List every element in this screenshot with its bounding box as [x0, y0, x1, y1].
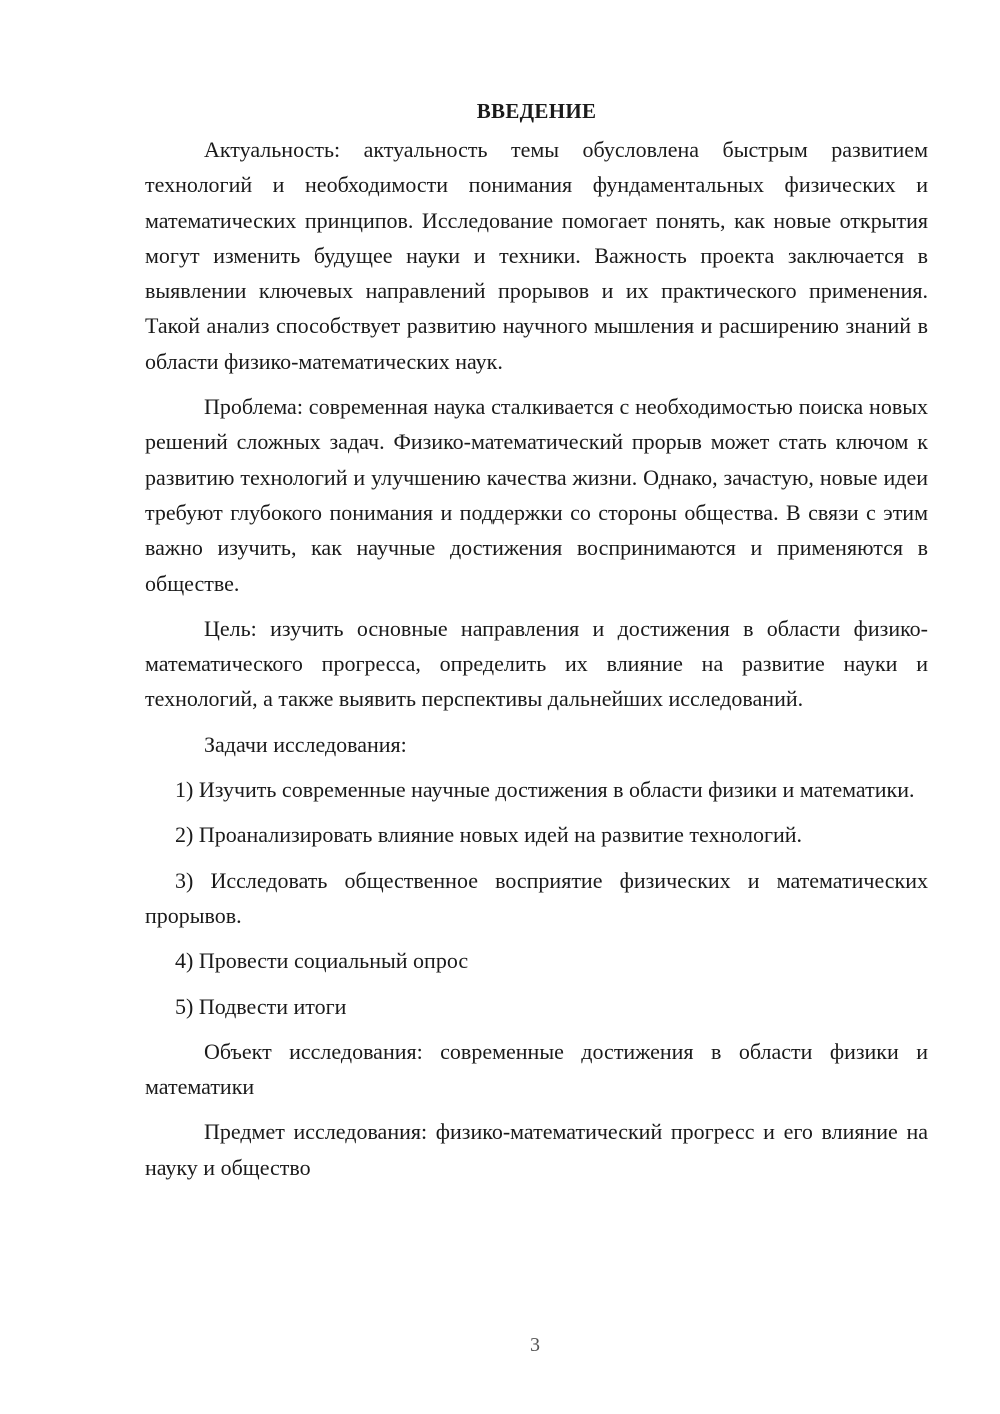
page-number: 3 [530, 1334, 540, 1356]
paragraph-object: Объект исследования: современные достижения в области физики и математики [145, 1038, 928, 1100]
task-item-5: 5) Подвести итоги [175, 993, 347, 1019]
task-item-1: 1) Изучить современные научные достижения в области физики и математики. [175, 777, 915, 803]
document-page [145, 96, 928, 1195]
paragraph-relevance: Актуальность: актуальность темы обусловлена быстрым развитием технологий и необходимости понимания фундаментальных физических и математических принципов. Исследование помогает понять, как новые открытия могут изменить будущее науки и техники. Важность проекта заключается в выявлении ключевых направлений прорывов и их практического применения. Такой анализ способствует развитию научного мышления и расширению знаний в области физико-математических наук. [145, 137, 928, 374]
task-item-2: 2) Проанализировать влияние новых идей на развитие технологий. [175, 822, 803, 848]
paragraph-subject: Предмет исследования: физико-математический прогресс и его влияние на науку и общество [145, 1119, 928, 1180]
task-item-3: 3) Исследовать общественное восприятие физических и математических прорывов. [145, 867, 928, 928]
paragraph-problem: Проблема: современная наука сталкивается с необходимостью поиска новых решений сложных задач. Физико-математический прорыв может стать ключом к развитию технологий и улучшению качества жизни. Однако, зачастую, новые идеи требуют глубокого понимания и поддержки со стороны общества. В связи с этим важно изучить, как научные достижения воспринимаются и применяются в обществе. [145, 394, 928, 596]
tasks-heading: Задачи исследования: [204, 731, 407, 757]
task-item-4: 4) Провести социальный опрос [175, 948, 469, 974]
paragraph-goal: Цель: изучить основные направления и достижения в области физико-математического прогресса, определить их влияние на развитие науки и технологий, а также выявить перспективы дальнейших исследований. [145, 615, 928, 712]
page-title: ВВЕДЕНИЕ [476, 99, 597, 123]
